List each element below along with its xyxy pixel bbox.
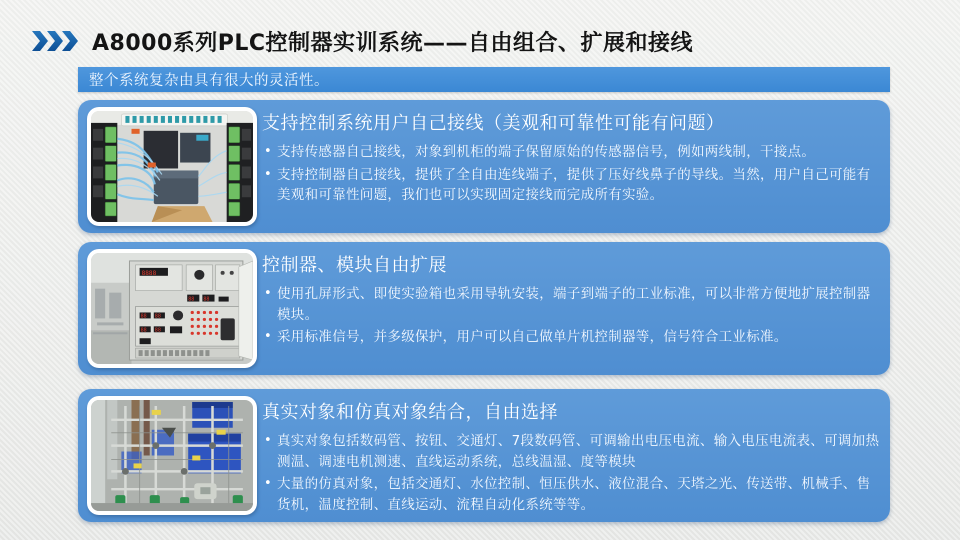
triple-chevron-icon — [30, 30, 78, 52]
svg-text:88: 88 — [203, 296, 210, 303]
card-bullet: • 大量的仿真对象，包括交通灯、水位控制、恒压供水、液位混合、天塔之光、传送带、机械手、售货机，温度控制、直线运动、流程自动化系统等等。 — [262, 474, 880, 515]
control-panel-cabinet-photo — [91, 253, 253, 364]
card-body — [262, 394, 880, 517]
card-bullet: • 使用孔屏形式、即使实验箱也采用导轨安装，端子到端子的工业标准，可以非常方便地扩展控制器模块。 — [262, 284, 880, 325]
svg-text:88: 88 — [140, 313, 147, 320]
process-control-rig-photo — [91, 400, 253, 511]
card-heading: 控制器、模块自由扩展 — [262, 255, 447, 276]
card-photo-frame — [87, 107, 257, 226]
svg-text:88: 88 — [140, 327, 147, 334]
card-self-wiring — [78, 100, 890, 233]
plc-cabinet-wiring-photo — [91, 111, 253, 222]
card-photo-frame — [87, 249, 257, 368]
card-body — [262, 247, 880, 350]
slide-header — [30, 24, 693, 58]
card-heading: 支持控制系统用户自己接线（美观和可靠性可能有问题） — [262, 113, 725, 134]
card-body — [262, 105, 880, 208]
card-real-simulated-objects — [78, 389, 890, 522]
card-module-expansion — [78, 242, 890, 375]
svg-text:88: 88 — [154, 327, 161, 334]
card-bullet: • 支持传感器自己接线，对象到机柜的端子保留原始的传感器信号，例如两线制，干接点。 — [262, 142, 880, 163]
intro-banner-text: 整个系统复杂由具有很大的灵活性。 — [89, 73, 329, 89]
svg-text:88: 88 — [188, 296, 195, 303]
intro-banner — [78, 67, 890, 92]
card-bullet: • 真实对象包括数码管、按钮、交通灯、7段数码管、可调输出电压电流、输入电压电流表、可调加热测温、调速电机测速、直线运动系统，总线温湿、度等模块 — [262, 431, 880, 472]
svg-text:88: 88 — [154, 313, 161, 320]
card-heading: 真实对象和仿真对象结合，自由选择 — [262, 402, 558, 423]
page-title: A8000系列PLC控制器实训系统——自由组合、扩展和接线 — [92, 30, 694, 56]
svg-text:8888: 8888 — [141, 269, 157, 277]
card-bullet: • 支持控制器自己接线，提供了全自由连线端子，提供了压好线鼻子的导线。当然，用户自己可能有美观和可靠性问题，我们也可以实现固定接线而完成所有实验。 — [262, 165, 880, 206]
card-photo-frame — [87, 396, 257, 515]
card-bullet: • 采用标准信号，并多级保护，用户可以自己做单片机控制器等，信号符合工业标准。 — [262, 327, 880, 348]
